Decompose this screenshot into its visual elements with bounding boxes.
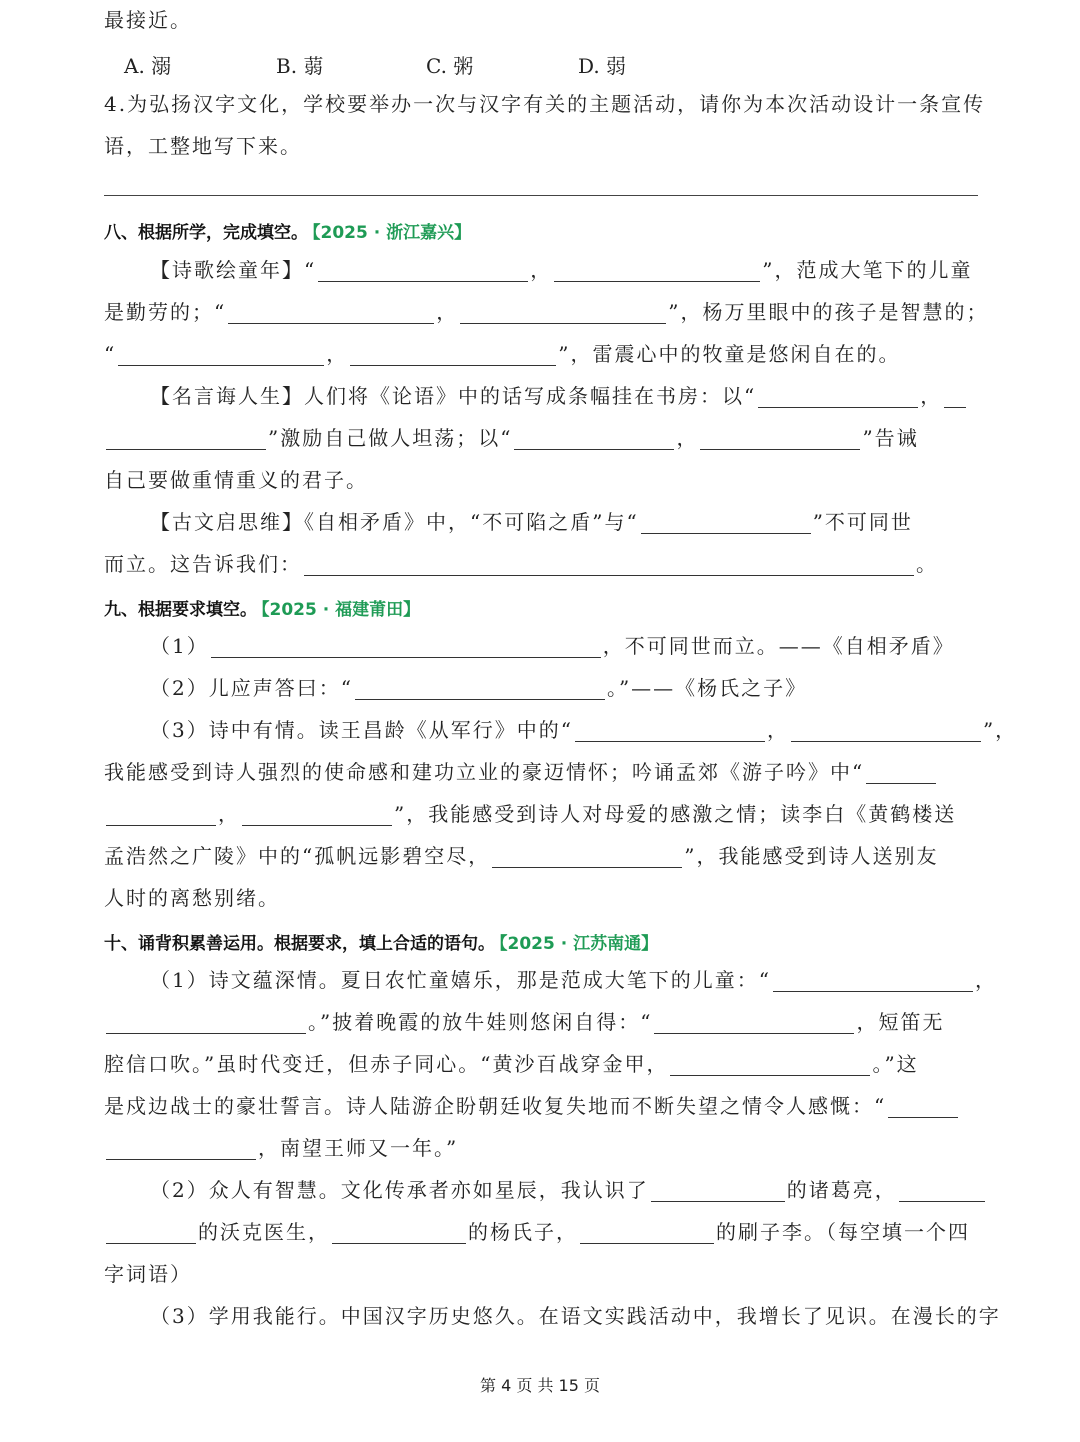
text: ”告诫 — [862, 426, 919, 450]
fill-blank[interactable] — [700, 429, 860, 450]
fill-blank[interactable] — [866, 763, 936, 784]
s8-p1-line2 — [104, 300, 988, 324]
s9-item2 — [150, 676, 807, 700]
s10-item2-line3: 字词语） — [104, 1262, 192, 1286]
section-8-heading — [104, 218, 471, 243]
fill-blank[interactable] — [350, 345, 556, 366]
option-c: C. 粥 — [426, 54, 474, 78]
text: “ — [104, 342, 117, 366]
s10-item1-line4 — [104, 1094, 960, 1118]
source-tag: 【2025 · 江苏南通】 — [499, 934, 659, 954]
fill-blank[interactable] — [554, 261, 760, 282]
text: 。”披着晚霞的放牛娃则悠闲自得：“ — [308, 1010, 653, 1034]
text: ，短笛无 — [856, 1010, 945, 1034]
section-title: 十、诵背积累善运用。根据要求，填上合适的语句。 — [104, 934, 495, 954]
text: ”，范成大笔下的儿童 — [762, 258, 973, 282]
fill-blank[interactable] — [773, 971, 973, 992]
text: （3）诗中有情。读王昌龄《从军行》中的“ — [150, 718, 573, 742]
s8-p3-line2 — [104, 552, 938, 576]
s10-item1-line3 — [104, 1052, 919, 1076]
fill-blank[interactable] — [670, 1055, 870, 1076]
s8-p2-line1 — [150, 384, 968, 408]
s9-item3-line4 — [104, 844, 938, 868]
q3-tail: 最接近。 — [104, 8, 192, 32]
text: ，不可同世而立。——《自相矛盾》 — [602, 634, 955, 658]
s8-p2-line2 — [104, 426, 919, 450]
text: 我能感受到诗人强烈的使命感和建功立业的豪迈情怀；吟诵孟郊《游子吟》中“ — [104, 760, 865, 784]
fill-blank[interactable] — [575, 721, 765, 742]
fill-blank[interactable] — [106, 429, 266, 450]
text: （1）诗文蕴深情。夏日农忙童嬉乐，那是范成大笔下的儿童：“ — [150, 968, 771, 992]
text: 【古文启思维】《自相矛盾》中，“不可陷之盾”与“ — [150, 510, 639, 534]
s10-item1-line2 — [104, 1010, 944, 1034]
fill-blank[interactable] — [106, 1223, 196, 1244]
s10-item1-line1 — [150, 968, 997, 992]
fill-blank[interactable] — [228, 303, 434, 324]
text: 的沃克医生， — [198, 1220, 330, 1244]
text: ， — [974, 968, 997, 992]
text: 的刷子李。（每空填一个四 — [716, 1220, 970, 1244]
s9-item3-line5: 人时的离愁别绪。 — [104, 886, 280, 910]
q4-line2: 语，工整地写下来。 — [104, 134, 302, 158]
text: ， — [530, 258, 553, 282]
option-d: D. 弱 — [578, 54, 627, 78]
text: 是勤劳的；“ — [104, 300, 227, 324]
fill-blank[interactable] — [651, 1181, 785, 1202]
text: ， — [436, 300, 459, 324]
s10-item3-line1: （3）学用我能行。中国汉字历史悠久。在语文实践活动中，我增长了见识。在漫长的字 — [150, 1304, 1001, 1328]
page-number: 第 4 页 共 15 页 — [480, 1376, 600, 1395]
s9-item3-line2 — [104, 760, 938, 784]
fill-blank[interactable] — [318, 261, 528, 282]
text: （2）众人有智慧。文化传承者亦如星辰，我认识了 — [150, 1178, 649, 1202]
section-title: 九、根据要求填空。 — [104, 600, 257, 620]
source-tag: 【2025 · 浙江嘉兴】 — [312, 223, 472, 243]
text: ， — [676, 426, 699, 450]
fill-blank[interactable] — [514, 429, 674, 450]
fill-blank[interactable] — [355, 679, 605, 700]
text: ， — [920, 384, 943, 408]
text: ”， — [982, 718, 1018, 742]
option-b: B. 蒻 — [276, 54, 324, 78]
text: 【诗歌绘童年】“ — [150, 258, 317, 282]
text: ，南望王师又一年。” — [258, 1136, 459, 1160]
text: 腔信口吹。”虽时代变迁，但赤子同心。“黄沙百战穿金甲， — [104, 1052, 669, 1076]
text: ， — [326, 342, 349, 366]
text: ”，我能感受到诗人对母爱的感激之情；读李白《黄鹤楼送 — [394, 802, 957, 826]
text: ， — [766, 718, 789, 742]
text: ”，杨万里眼中的孩子是智慧的； — [668, 300, 989, 324]
s9-item1 — [150, 634, 955, 658]
fill-blank[interactable] — [888, 1097, 958, 1118]
s10-item2-line2 — [104, 1220, 970, 1244]
fill-blank[interactable] — [580, 1223, 714, 1244]
fill-blank[interactable] — [106, 1013, 306, 1034]
fill-blank[interactable] — [944, 387, 966, 408]
text: ”不可同世 — [812, 510, 913, 534]
text: ”，我能感受到诗人送别友 — [684, 844, 939, 868]
fill-blank[interactable] — [758, 387, 918, 408]
section-title: 八、根据所学，完成填空。 — [104, 223, 308, 243]
s10-item2-line1 — [150, 1178, 987, 1202]
text: 【名言诲人生】人们将《论语》中的话写成条幅挂在书房：以“ — [150, 384, 757, 408]
text: （2）儿应声答曰：“ — [150, 676, 353, 700]
s9-item3-line1 — [150, 718, 1017, 742]
text: 是戍边战士的豪壮誓言。诗人陆游企盼朝廷收复失地而不断失望之情令人感慨：“ — [104, 1094, 887, 1118]
fill-blank[interactable] — [106, 1139, 256, 1160]
text: 的杨氏子， — [468, 1220, 578, 1244]
text: 。”这 — [872, 1052, 919, 1076]
answer-line[interactable] — [104, 195, 978, 196]
fill-blank[interactable] — [118, 345, 324, 366]
section-10-heading — [104, 929, 658, 954]
text: （1） — [150, 634, 209, 658]
text: ”，雷震心中的牧童是悠闲自在的。 — [558, 342, 901, 366]
fill-blank[interactable] — [654, 1013, 854, 1034]
text: 孟浩然之广陵》中的“孤帆远影碧空尽， — [104, 844, 491, 868]
s8-p1-line3 — [104, 342, 900, 366]
fill-blank[interactable] — [791, 721, 981, 742]
text: 的诸葛亮， — [786, 1178, 897, 1202]
s8-p3-line1 — [150, 510, 913, 534]
fill-blank[interactable] — [332, 1223, 466, 1244]
fill-blank[interactable] — [211, 637, 601, 658]
source-tag: 【2025 · 福建莆田】 — [261, 600, 421, 620]
fill-blank[interactable] — [304, 555, 914, 576]
text: ”激励自己做人坦荡；以“ — [268, 426, 513, 450]
text: 。”——《杨氏之子》 — [606, 676, 808, 700]
text: ， — [218, 802, 240, 826]
fill-blank[interactable] — [106, 805, 216, 826]
s8-p1-line1 — [150, 258, 972, 282]
fill-blank[interactable] — [899, 1181, 985, 1202]
s10-item1-line5 — [104, 1136, 458, 1160]
fill-blank[interactable] — [460, 303, 666, 324]
s8-p2-line3: 自己要做重情重义的君子。 — [104, 468, 368, 492]
option-a: A. 溺 — [124, 54, 172, 78]
q4-line1: 4.为弘扬汉字文化，学校要举办一次与汉字有关的主题活动，请你为本次活动设计一条宣传 — [104, 92, 986, 116]
fill-blank[interactable] — [492, 847, 682, 868]
s9-item3-line3 — [104, 802, 956, 826]
text: 。 — [916, 552, 938, 576]
text: 而立。这告诉我们： — [104, 552, 302, 576]
section-9-heading — [104, 595, 420, 620]
fill-blank[interactable] — [242, 805, 392, 826]
fill-blank[interactable] — [641, 513, 811, 534]
